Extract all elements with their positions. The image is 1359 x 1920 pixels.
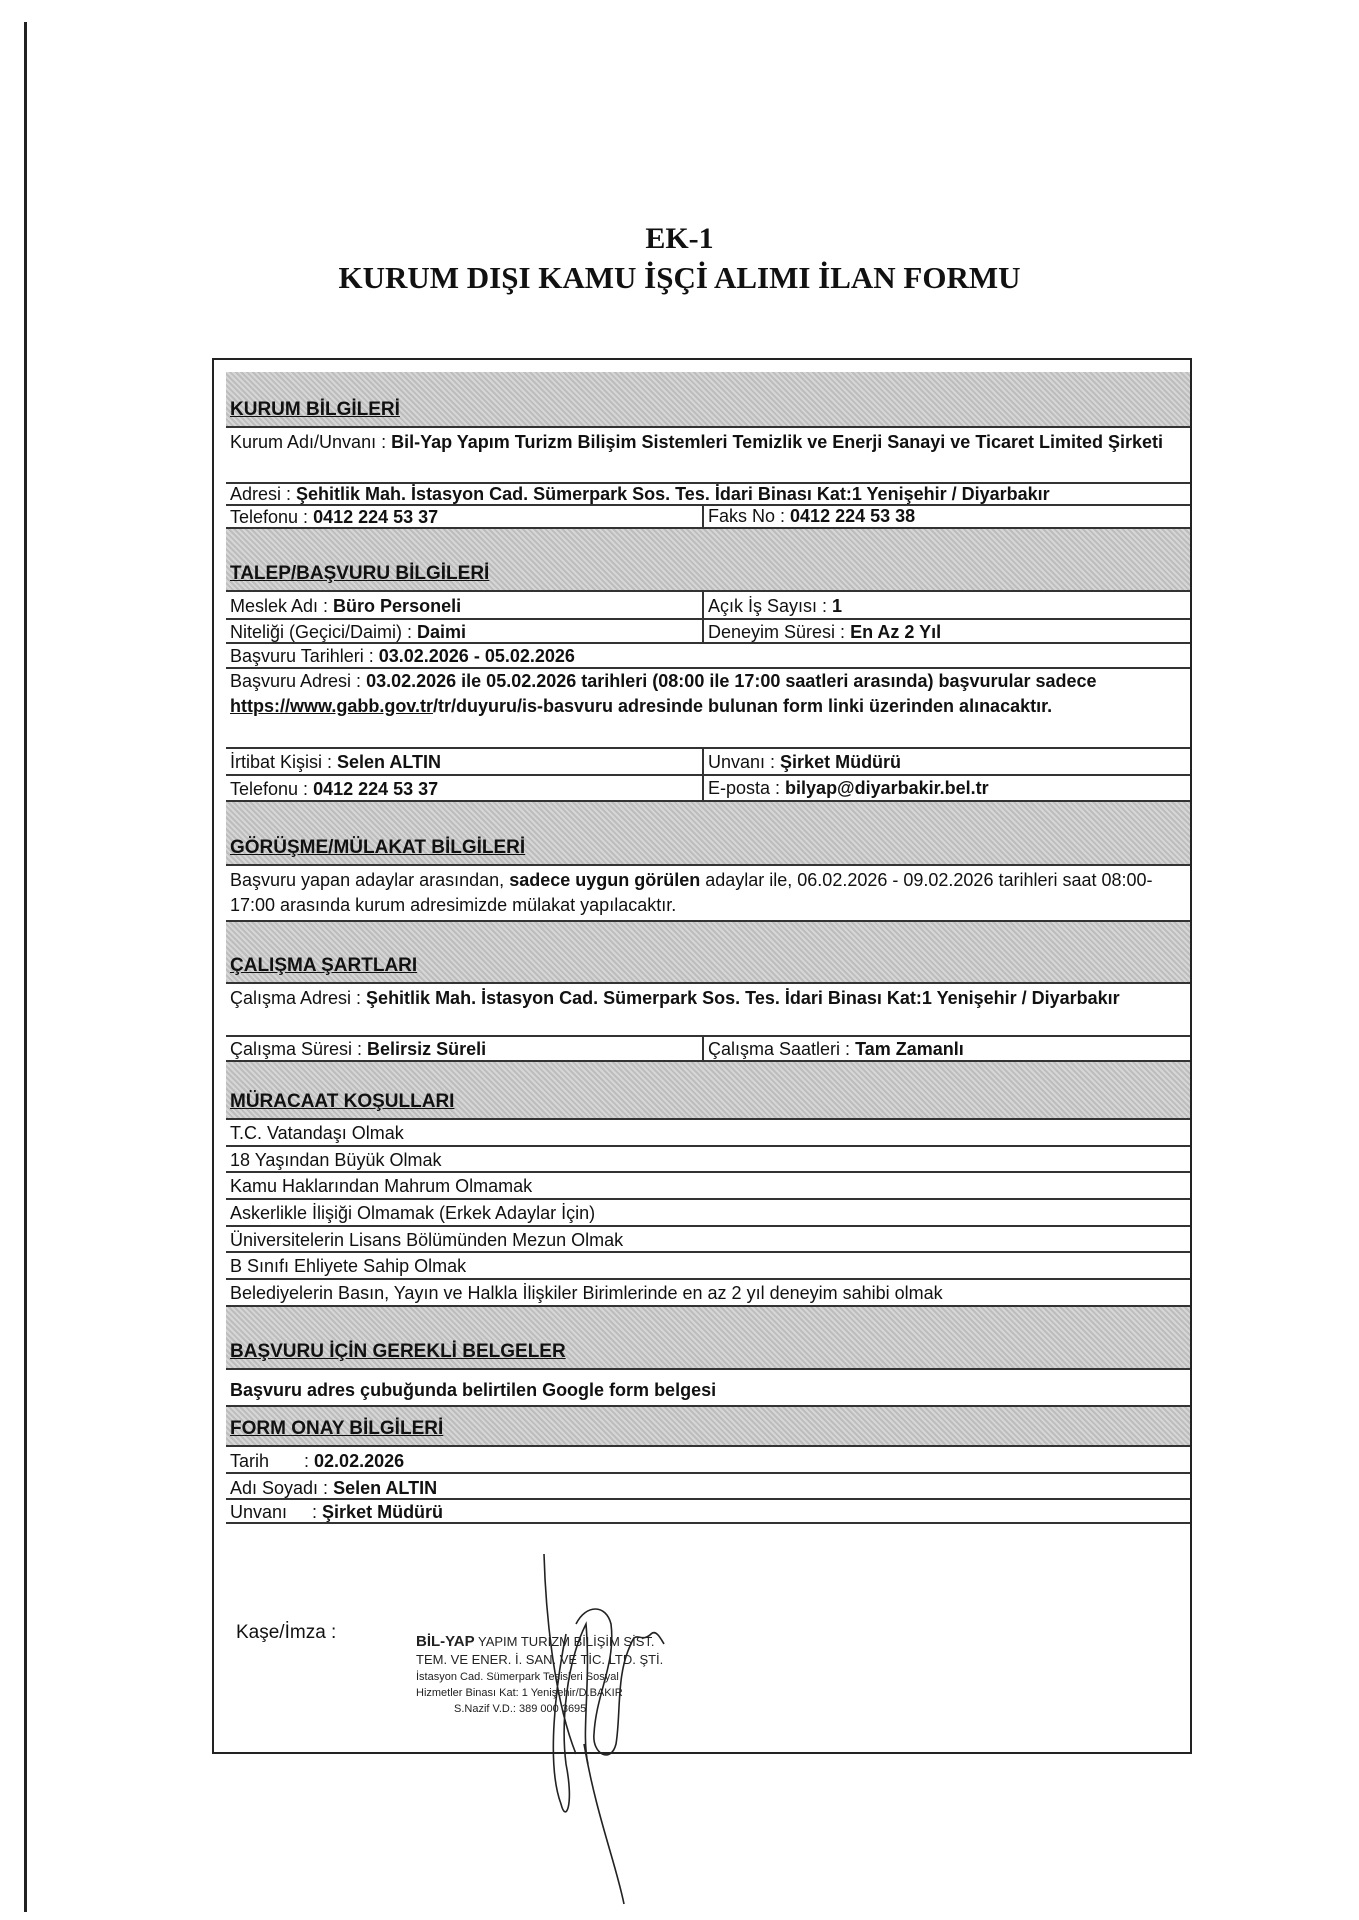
muracaat-item-text: Askerlikle İlişiği Olmamak (Erkek Adaylar İçin) (230, 1203, 596, 1224)
muracaat-item (226, 1120, 1190, 1147)
muracaat-item-text: T.C. Vatandaşı Olmak (230, 1123, 404, 1143)
section-gorusme-heading: GÖRÜŞME/MÜLAKAT BİLGİLERİ (226, 802, 1190, 866)
kase-label: Kaşe/İmza : (236, 1621, 337, 1643)
muracaat-item (226, 1200, 1190, 1227)
svg-text:BİL-YAP YAPIM TURİZM BİLİŞİM S: BİL-YAP YAPIM TURİZM BİLİŞİM SİST. (416, 1632, 655, 1650)
section-calisma-heading: ÇALIŞMA ŞARTLARI (226, 922, 1190, 984)
muracaat-item-text: 18 Yaşından Büyük Olmak (230, 1149, 442, 1170)
row-onay-tarih: Tarih : 02.02.2026 (226, 1447, 1190, 1474)
row-adres: Adresi : Şehitlik Mah. İstasyon Cad. Sümerpark Sos. Tes. İdari Binası Kat:1 Yenişehir / Diyarbakır (226, 484, 1190, 506)
muracaat-item (226, 1253, 1190, 1280)
company-stamp-signature (416, 1564, 746, 1894)
basvuru-link[interactable]: https://www.gabb.gov.tr (230, 696, 433, 716)
row-irtibat: İrtibat Kişisi : Selen ALTIN Unvanı : Şirket Müdürü (226, 749, 1190, 776)
doc-title: KURUM DIŞI KAMU İŞÇİ ALIMI İLAN FORMU (338, 260, 1021, 295)
row-calisma-sure: Çalışma Süresi : Belirsiz Süreli Çalışma Saatleri : Tam Zamanlı (226, 1037, 1190, 1062)
row-gorusme-text: Başvuru yapan adaylar arasından, sadece uygun görülen adaylar ile, 06.02.2026 - 09.02.2026 tarihleri saat 08:00-17:00 arasında kurum adresimizde mülakat yapılacaktır. (226, 866, 1190, 922)
row-basvuru-tarihleri: Başvuru Tarihleri : 03.02.2026 - 05.02.2026 (226, 644, 1190, 669)
row-calisma-adresi: Çalışma Adresi : Şehitlik Mah. İstasyon Cad. Sümerpark Sos. Tes. İdari Binası Kat:1 Yenişehir / Diyarbakır (226, 984, 1190, 1037)
muracaat-item-text: Belediyelerin Basın, Yayın ve Halkla İlişkiler Birimlerinde en az 2 yıl deneyim sahibi olmak (230, 1283, 943, 1304)
section-kurum-heading: KURUM BİLGİLERİ (226, 372, 1190, 428)
section-talep-heading: TALEP/BAŞVURU BİLGİLERİ (226, 529, 1190, 592)
doc-annex-label: EK-1 (645, 222, 714, 255)
muracaat-item (226, 1227, 1190, 1254)
svg-text:TEM. VE ENER. İ. SAN. VE TİC.: TEM. VE ENER. İ. SAN. VE TİC. LTD. ŞTİ. (416, 1651, 664, 1667)
muracaat-list (226, 1120, 1190, 1307)
muracaat-item (226, 1173, 1190, 1200)
muracaat-item-text: Kamu Haklarından Mahrum Olmamak (230, 1176, 533, 1197)
row-meslek: Meslek Adı : Büro Personeli Açık İş Sayısı : 1 (226, 592, 1190, 620)
svg-text:S.Nazif V.D.: 389 000 3695: S.Nazif V.D.: 389 000 3695 (454, 1702, 587, 1715)
row-kurum-adi: Kurum Adı/Unvanı : Bil-Yap Yapım Turizm Bilişim Sistemleri Temizlik ve Enerji Sanayi ve Ticaret Limited Şirketi (226, 428, 1190, 484)
form-table (212, 358, 1192, 1754)
svg-text:İstasyon Cad. Sümerpark Tesisl: İstasyon Cad. Sümerpark Tesisleri Sosyal (416, 1670, 619, 1683)
muracaat-item (226, 1280, 1190, 1307)
row-telefon-faks: Telefonu : 0412 224 53 37 Faks No : 0412 224 53 38 (226, 506, 1190, 529)
svg-text:Hizmetler Binası Kat: 1 Yenişe: Hizmetler Binası Kat: 1 Yenişehir/D.BAKIR (416, 1686, 623, 1699)
row-kase-imza (226, 1524, 1190, 1754)
row-nitelik: Niteliği (Geçici/Daimi) : Daimi Deneyim Süresi : En Az 2 Yıl (226, 620, 1190, 644)
muracaat-item (226, 1147, 1190, 1174)
section-belgeler-heading: BAŞVURU İÇİN GEREKLİ BELGELER (226, 1307, 1190, 1370)
row-telefon-eposta: Telefonu : 0412 224 53 37 E-posta : bilyap@diyarbakir.bel.tr (226, 776, 1190, 802)
row-belge: Başvuru adres çubuğunda belirtilen Google form belgesi (226, 1370, 1190, 1407)
row-onay-ad: Adı Soyadı : Selen ALTIN (226, 1474, 1190, 1500)
muracaat-item-text: Üniversitelerin Lisans Bölümünden Mezun Olmak (230, 1229, 624, 1250)
section-onay-heading: FORM ONAY BİLGİLERİ (226, 1407, 1190, 1447)
scan-edge-line (24, 22, 27, 1912)
row-basvuru-adresi: Başvuru Adresi : 03.02.2026 ile 05.02.2026 tarihleri (08:00 ile 17:00 saatleri arasında) başvurular sadece https://www.gabb.gov.tr/tr/duyuru/is-basvuru adresinde bulunan form linki üzerinden alınacaktır. (226, 669, 1190, 749)
muracaat-item-text: B Sınıfı Ehliyete Sahip Olmak (230, 1256, 467, 1277)
row-onay-unvan: Unvanı : Şirket Müdürü (226, 1500, 1190, 1524)
section-muracaat-heading: MÜRACAAT KOŞULLARI (226, 1062, 1190, 1120)
